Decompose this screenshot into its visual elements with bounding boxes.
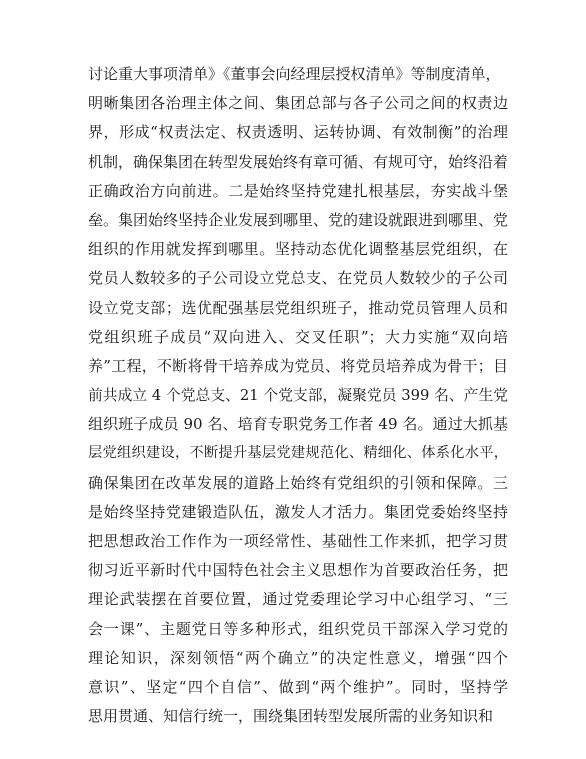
text-line: 彻习近平新时代中国特色社会主义思想作为首要政治任务，把 xyxy=(88,561,508,580)
text-line: 前共成立 4 个党总支、21 个党支部，凝聚党员 399 名、产生党 xyxy=(88,387,508,405)
text-line: 层党组织建设，不断提升基层党建规范化、精细化、体系化水平， xyxy=(88,445,508,462)
text-line: 组织的作用就发挥到哪里。坚持动态优化调整基层党组织，在 xyxy=(88,240,508,259)
text-line: 理论知识，深刻领悟“两个确立”的决定性意义，增强“四个 xyxy=(88,648,508,667)
text-line: 界，形成“权责法定、权责透明、运转协调、有效制衡”的治理 xyxy=(88,123,508,142)
text-line: 养”工程，不断将骨干培养成为党员、将党员培养成为骨干；目 xyxy=(88,356,508,375)
text-line: 正确政治方向前进。二是始终坚持党建扎根基层，夯实战斗堡 xyxy=(88,181,508,200)
text-line: 思用贯通、知信行统一，围绕集团转型发展所需的业务知识和 xyxy=(88,707,494,726)
text-line: 明晰集团各治理主体之间、集团总部与各子公司之间的权责边 xyxy=(88,94,508,113)
text-line: 理论武装摆在首要位置，通过党委理论学习中心组学习、“三 xyxy=(88,590,508,609)
text-line: 把思想政治工作作为一项经常性、基础性工作来抓，把学习贯 xyxy=(88,532,508,550)
text-line: 设立党支部；选优配强基层党组织班子，推动党员管理人员和 xyxy=(88,298,508,317)
text-line: 讨论重大事项清单》《董事会向经理层授权清单》等制度清单， xyxy=(88,65,501,83)
text-line: 垒。集团始终坚持企业发展到哪里、党的建设就跟进到哪里、党 xyxy=(88,210,509,229)
text-line: 机制，确保集团在转型发展始终有章可循、有规可守，始终沿着 xyxy=(88,152,509,171)
text-line: 会一课”、主题党日等多种形式，组织党员干部深入学习党的 xyxy=(88,619,508,638)
text-line: 党员人数较多的子公司设立党总支、在党员人数较少的子公司 xyxy=(88,269,508,288)
text-line: 确保集团在改革发展的道路上始终有党组织的引领和保障。三 xyxy=(88,473,508,492)
text-line: 党组织班子成员“双向进入、交叉任职”；大力实施“双向培 xyxy=(88,327,508,346)
body-text xyxy=(88,60,508,731)
text-line: 组织班子成员 90 名、培育专职党务工作者 49 名。通过大抓基 xyxy=(88,415,508,434)
text-line: 是始终坚持党建锻造队伍，激发人才活力。集团党委始终坚持 xyxy=(88,502,508,521)
text-line: 意识”、坚定“四个自信”、做到“两个维护”。同时，坚持学 xyxy=(88,677,508,696)
